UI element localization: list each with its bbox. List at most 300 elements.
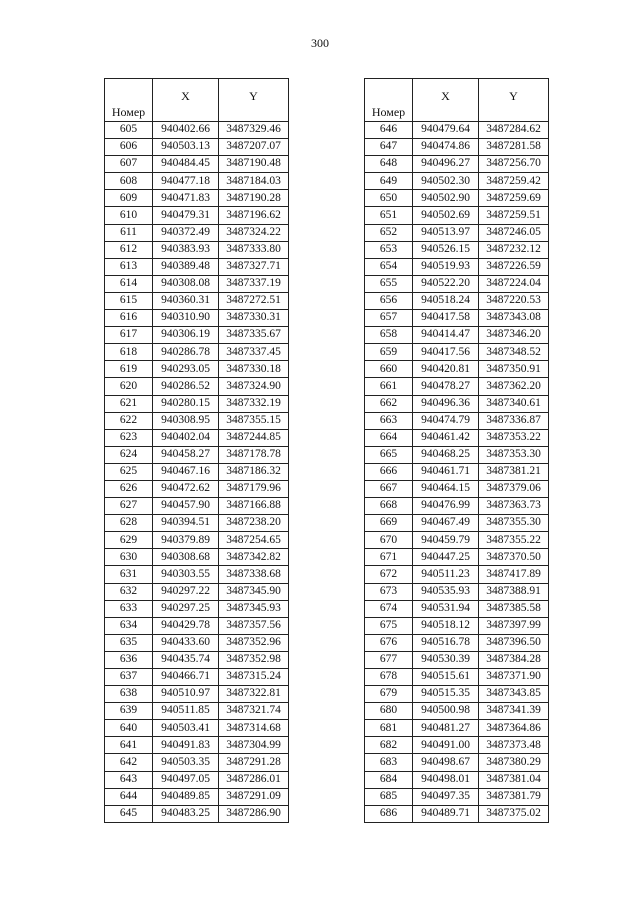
table-row xyxy=(105,344,289,361)
cell-number: 644 xyxy=(105,788,153,805)
cell-y: 3487355.22 xyxy=(479,532,549,549)
cell-x: 940420.81 xyxy=(413,361,479,378)
cell-x: 940297.22 xyxy=(153,583,219,600)
cell-x: 940489.71 xyxy=(413,805,479,822)
cell-number: 650 xyxy=(365,190,413,207)
cell-number: 680 xyxy=(365,703,413,720)
cell-y: 3487254.65 xyxy=(219,532,289,549)
cell-y: 3487346.20 xyxy=(479,327,549,344)
table-row xyxy=(365,378,549,395)
cell-y: 3487330.31 xyxy=(219,310,289,327)
cell-x: 940389.48 xyxy=(153,258,219,275)
cell-x: 940503.13 xyxy=(153,139,219,156)
table-row xyxy=(365,583,549,600)
cell-x: 940293.05 xyxy=(153,361,219,378)
table-row xyxy=(365,788,549,805)
table-row xyxy=(365,805,549,822)
cell-number: 626 xyxy=(105,480,153,497)
cell-y: 3487256.70 xyxy=(479,156,549,173)
cell-number: 665 xyxy=(365,446,413,463)
header-row xyxy=(105,79,289,122)
cell-x: 940303.55 xyxy=(153,566,219,583)
cell-y: 3487330.18 xyxy=(219,361,289,378)
cell-x: 940491.00 xyxy=(413,737,479,754)
table-row xyxy=(105,651,289,668)
cell-y: 3487259.69 xyxy=(479,190,549,207)
table-row xyxy=(365,310,549,327)
cell-x: 940500.98 xyxy=(413,703,479,720)
cell-y: 3487348.52 xyxy=(479,344,549,361)
cell-x: 940481.27 xyxy=(413,720,479,737)
cell-x: 940280.15 xyxy=(153,395,219,412)
cell-y: 3487342.82 xyxy=(219,549,289,566)
cell-number: 662 xyxy=(365,395,413,412)
cell-y: 3487340.61 xyxy=(479,395,549,412)
table-row xyxy=(365,480,549,497)
cell-y: 3487190.48 xyxy=(219,156,289,173)
cell-number: 618 xyxy=(105,344,153,361)
cell-number: 683 xyxy=(365,754,413,771)
cell-number: 614 xyxy=(105,275,153,292)
table-row xyxy=(105,669,289,686)
table-body-right xyxy=(365,122,549,823)
cell-x: 940497.05 xyxy=(153,771,219,788)
cell-x: 940464.15 xyxy=(413,480,479,497)
table-row xyxy=(105,805,289,822)
table-row xyxy=(105,720,289,737)
cell-x: 940461.42 xyxy=(413,429,479,446)
table-row xyxy=(365,275,549,292)
cell-x: 940496.36 xyxy=(413,395,479,412)
cell-number: 660 xyxy=(365,361,413,378)
cell-number: 670 xyxy=(365,532,413,549)
cell-y: 3487324.90 xyxy=(219,378,289,395)
table-row xyxy=(365,617,549,634)
cell-y: 3487184.03 xyxy=(219,173,289,190)
table-row xyxy=(365,703,549,720)
cell-y: 3487388.91 xyxy=(479,583,549,600)
table-row xyxy=(365,412,549,429)
table-row xyxy=(105,292,289,309)
header-row xyxy=(365,79,549,122)
table-row xyxy=(105,771,289,788)
cell-y: 3487321.74 xyxy=(219,703,289,720)
cell-x: 940510.97 xyxy=(153,686,219,703)
cell-y: 3487315.24 xyxy=(219,669,289,686)
cell-number: 663 xyxy=(365,412,413,429)
cell-y: 3487329.46 xyxy=(219,122,289,139)
cell-number: 651 xyxy=(365,207,413,224)
cell-x: 940502.90 xyxy=(413,190,479,207)
cell-x: 940483.25 xyxy=(153,805,219,822)
table-row xyxy=(105,156,289,173)
cell-number: 637 xyxy=(105,669,153,686)
cell-number: 682 xyxy=(365,737,413,754)
table-row xyxy=(105,583,289,600)
cell-x: 940474.86 xyxy=(413,139,479,156)
cell-y: 3487284.62 xyxy=(479,122,549,139)
cell-x: 940458.27 xyxy=(153,446,219,463)
cell-x: 940414.47 xyxy=(413,327,479,344)
cell-number: 672 xyxy=(365,566,413,583)
cell-number: 608 xyxy=(105,173,153,190)
table-row xyxy=(105,310,289,327)
cell-number: 649 xyxy=(365,173,413,190)
table-row xyxy=(105,532,289,549)
cell-x: 940394.51 xyxy=(153,515,219,532)
table-row xyxy=(105,566,289,583)
table-row xyxy=(365,532,549,549)
cell-y: 3487343.08 xyxy=(479,310,549,327)
cell-x: 940489.85 xyxy=(153,788,219,805)
cell-y: 3487291.28 xyxy=(219,754,289,771)
cell-number: 667 xyxy=(365,480,413,497)
cell-x: 940515.61 xyxy=(413,669,479,686)
cell-number: 639 xyxy=(105,703,153,720)
cell-x: 940461.71 xyxy=(413,463,479,480)
cell-x: 940468.25 xyxy=(413,446,479,463)
cell-y: 3487246.05 xyxy=(479,224,549,241)
cell-x: 940502.69 xyxy=(413,207,479,224)
table-row xyxy=(365,258,549,275)
cell-number: 623 xyxy=(105,429,153,446)
cell-number: 668 xyxy=(365,498,413,515)
cell-y: 3487327.71 xyxy=(219,258,289,275)
cell-y: 3487259.42 xyxy=(479,173,549,190)
cell-number: 652 xyxy=(365,224,413,241)
table-row xyxy=(365,173,549,190)
cell-x: 940530.39 xyxy=(413,651,479,668)
table-row xyxy=(105,686,289,703)
cell-y: 3487207.07 xyxy=(219,139,289,156)
cell-y: 3487345.90 xyxy=(219,583,289,600)
cell-x: 940518.12 xyxy=(413,617,479,634)
cell-x: 940379.89 xyxy=(153,532,219,549)
header-y: Y xyxy=(219,79,289,122)
table-row xyxy=(365,429,549,446)
cell-x: 940476.99 xyxy=(413,498,479,515)
cell-y: 3487272.51 xyxy=(219,292,289,309)
cell-x: 940286.78 xyxy=(153,344,219,361)
cell-y: 3487353.22 xyxy=(479,429,549,446)
table-row xyxy=(105,498,289,515)
table-row xyxy=(365,686,549,703)
table-row xyxy=(105,549,289,566)
cell-y: 3487186.32 xyxy=(219,463,289,480)
table-row xyxy=(105,361,289,378)
cell-y: 3487336.87 xyxy=(479,412,549,429)
cell-x: 940471.83 xyxy=(153,190,219,207)
cell-x: 940498.67 xyxy=(413,754,479,771)
cell-y: 3487364.86 xyxy=(479,720,549,737)
header-x: X xyxy=(413,79,479,122)
cell-y: 3487350.91 xyxy=(479,361,549,378)
cell-x: 940402.04 xyxy=(153,429,219,446)
table-row xyxy=(105,139,289,156)
cell-x: 940515.35 xyxy=(413,686,479,703)
cell-x: 940435.74 xyxy=(153,651,219,668)
table-row xyxy=(365,515,549,532)
table-row xyxy=(365,241,549,258)
cell-x: 940503.35 xyxy=(153,754,219,771)
cell-number: 630 xyxy=(105,549,153,566)
cell-x: 940308.95 xyxy=(153,412,219,429)
table-row xyxy=(105,275,289,292)
table-row xyxy=(105,378,289,395)
table-body-left xyxy=(105,122,289,823)
cell-number: 658 xyxy=(365,327,413,344)
cell-y: 3487281.58 xyxy=(479,139,549,156)
table-row xyxy=(365,190,549,207)
table-row xyxy=(105,634,289,651)
table-row xyxy=(105,617,289,634)
cell-x: 940479.31 xyxy=(153,207,219,224)
cell-y: 3487166.88 xyxy=(219,498,289,515)
cell-y: 3487286.90 xyxy=(219,805,289,822)
cell-number: 619 xyxy=(105,361,153,378)
cell-x: 940308.08 xyxy=(153,275,219,292)
table-row xyxy=(365,224,549,241)
cell-x: 940467.49 xyxy=(413,515,479,532)
cell-number: 647 xyxy=(365,139,413,156)
table-row xyxy=(105,600,289,617)
cell-number: 669 xyxy=(365,515,413,532)
cell-number: 657 xyxy=(365,310,413,327)
cell-x: 940497.35 xyxy=(413,788,479,805)
table-row xyxy=(105,737,289,754)
cell-x: 940511.85 xyxy=(153,703,219,720)
cell-y: 3487381.04 xyxy=(479,771,549,788)
table-row xyxy=(365,361,549,378)
cell-x: 940306.19 xyxy=(153,327,219,344)
table-row xyxy=(365,754,549,771)
cell-y: 3487375.02 xyxy=(479,805,549,822)
page-number: 300 xyxy=(311,36,329,50)
cell-y: 3487226.59 xyxy=(479,258,549,275)
cell-y: 3487196.62 xyxy=(219,207,289,224)
cell-number: 606 xyxy=(105,139,153,156)
table-row xyxy=(365,549,549,566)
table-row xyxy=(105,463,289,480)
cell-number: 685 xyxy=(365,788,413,805)
cell-x: 940467.16 xyxy=(153,463,219,480)
table-row xyxy=(105,173,289,190)
cell-number: 609 xyxy=(105,190,153,207)
cell-number: 664 xyxy=(365,429,413,446)
cell-x: 940479.64 xyxy=(413,122,479,139)
cell-number: 645 xyxy=(105,805,153,822)
table-row xyxy=(105,207,289,224)
cell-number: 617 xyxy=(105,327,153,344)
cell-number: 624 xyxy=(105,446,153,463)
cell-y: 3487370.50 xyxy=(479,549,549,566)
cell-x: 940531.94 xyxy=(413,600,479,617)
cell-number: 634 xyxy=(105,617,153,634)
cell-x: 940310.90 xyxy=(153,310,219,327)
table-row xyxy=(365,498,549,515)
cell-y: 3487417.89 xyxy=(479,566,549,583)
cell-x: 940518.24 xyxy=(413,292,479,309)
cell-x: 940526.15 xyxy=(413,241,479,258)
cell-number: 611 xyxy=(105,224,153,241)
cell-number: 684 xyxy=(365,771,413,788)
cell-y: 3487352.98 xyxy=(219,651,289,668)
cell-number: 653 xyxy=(365,241,413,258)
table-row xyxy=(365,446,549,463)
table-row xyxy=(105,480,289,497)
table-row xyxy=(365,395,549,412)
cell-number: 635 xyxy=(105,634,153,651)
cell-number: 605 xyxy=(105,122,153,139)
cell-number: 616 xyxy=(105,310,153,327)
cell-y: 3487341.39 xyxy=(479,703,549,720)
cell-number: 681 xyxy=(365,720,413,737)
header-x: X xyxy=(153,79,219,122)
cell-number: 615 xyxy=(105,292,153,309)
cell-x: 940417.56 xyxy=(413,344,479,361)
cell-number: 677 xyxy=(365,651,413,668)
table-row xyxy=(365,720,549,737)
cell-number: 640 xyxy=(105,720,153,737)
header-number: Номер xyxy=(105,79,153,122)
cell-y: 3487178.78 xyxy=(219,446,289,463)
cell-y: 3487338.68 xyxy=(219,566,289,583)
table-row xyxy=(105,258,289,275)
cell-number: 654 xyxy=(365,258,413,275)
cell-y: 3487304.99 xyxy=(219,737,289,754)
cell-y: 3487371.90 xyxy=(479,669,549,686)
table-row xyxy=(365,771,549,788)
table-row xyxy=(105,515,289,532)
cell-number: 620 xyxy=(105,378,153,395)
cell-y: 3487381.21 xyxy=(479,463,549,480)
cell-y: 3487291.09 xyxy=(219,788,289,805)
cell-number: 666 xyxy=(365,463,413,480)
cell-y: 3487244.85 xyxy=(219,429,289,446)
coordinates-table-right xyxy=(364,78,549,823)
table-row xyxy=(365,566,549,583)
cell-y: 3487397.99 xyxy=(479,617,549,634)
cell-x: 940491.83 xyxy=(153,737,219,754)
cell-x: 940459.79 xyxy=(413,532,479,549)
table-row xyxy=(105,429,289,446)
cell-x: 940477.18 xyxy=(153,173,219,190)
cell-y: 3487381.79 xyxy=(479,788,549,805)
cell-x: 940535.93 xyxy=(413,583,479,600)
cell-number: 686 xyxy=(365,805,413,822)
cell-number: 628 xyxy=(105,515,153,532)
cell-number: 613 xyxy=(105,258,153,275)
cell-y: 3487259.51 xyxy=(479,207,549,224)
cell-number: 622 xyxy=(105,412,153,429)
cell-number: 648 xyxy=(365,156,413,173)
cell-y: 3487333.80 xyxy=(219,241,289,258)
cell-y: 3487322.81 xyxy=(219,686,289,703)
cell-y: 3487363.73 xyxy=(479,498,549,515)
cell-y: 3487179.96 xyxy=(219,480,289,497)
cell-x: 940297.25 xyxy=(153,600,219,617)
cell-x: 940472.62 xyxy=(153,480,219,497)
cell-number: 625 xyxy=(105,463,153,480)
cell-y: 3487335.67 xyxy=(219,327,289,344)
cell-number: 642 xyxy=(105,754,153,771)
cell-x: 940502.30 xyxy=(413,173,479,190)
table-row xyxy=(365,737,549,754)
cell-y: 3487385.58 xyxy=(479,600,549,617)
cell-y: 3487314.68 xyxy=(219,720,289,737)
table-row xyxy=(365,292,549,309)
cell-y: 3487286.01 xyxy=(219,771,289,788)
table-row xyxy=(105,327,289,344)
table-row xyxy=(105,122,289,139)
table-row xyxy=(365,207,549,224)
cell-y: 3487332.19 xyxy=(219,395,289,412)
cell-x: 940498.01 xyxy=(413,771,479,788)
cell-y: 3487343.85 xyxy=(479,686,549,703)
table-row xyxy=(365,156,549,173)
cell-number: 679 xyxy=(365,686,413,703)
cell-number: 655 xyxy=(365,275,413,292)
cell-number: 676 xyxy=(365,634,413,651)
cell-x: 940360.31 xyxy=(153,292,219,309)
table-row xyxy=(365,139,549,156)
cell-number: 612 xyxy=(105,241,153,258)
cell-number: 641 xyxy=(105,737,153,754)
cell-x: 940519.93 xyxy=(413,258,479,275)
cell-number: 671 xyxy=(365,549,413,566)
cell-x: 940447.25 xyxy=(413,549,479,566)
cell-y: 3487337.19 xyxy=(219,275,289,292)
cell-number: 633 xyxy=(105,600,153,617)
cell-x: 940516.78 xyxy=(413,634,479,651)
cell-y: 3487396.50 xyxy=(479,634,549,651)
cell-y: 3487238.20 xyxy=(219,515,289,532)
cell-x: 940522.20 xyxy=(413,275,479,292)
cell-y: 3487380.29 xyxy=(479,754,549,771)
cell-number: 638 xyxy=(105,686,153,703)
cell-x: 940429.78 xyxy=(153,617,219,634)
table-row xyxy=(105,446,289,463)
cell-y: 3487345.93 xyxy=(219,600,289,617)
cell-number: 646 xyxy=(365,122,413,139)
cell-x: 940496.27 xyxy=(413,156,479,173)
cell-x: 940484.45 xyxy=(153,156,219,173)
cell-x: 940511.23 xyxy=(413,566,479,583)
table-row xyxy=(365,122,549,139)
cell-y: 3487224.04 xyxy=(479,275,549,292)
cell-y: 3487384.28 xyxy=(479,651,549,668)
cell-number: 656 xyxy=(365,292,413,309)
table-row xyxy=(105,395,289,412)
cell-y: 3487190.28 xyxy=(219,190,289,207)
table-row xyxy=(105,241,289,258)
cell-y: 3487362.20 xyxy=(479,378,549,395)
cell-number: 629 xyxy=(105,532,153,549)
cell-y: 3487353.30 xyxy=(479,446,549,463)
cell-x: 940308.68 xyxy=(153,549,219,566)
cell-y: 3487355.15 xyxy=(219,412,289,429)
cell-number: 636 xyxy=(105,651,153,668)
table-row xyxy=(105,788,289,805)
table-row xyxy=(105,754,289,771)
coordinates-table-left xyxy=(104,78,289,823)
table-row xyxy=(365,651,549,668)
cell-number: 632 xyxy=(105,583,153,600)
cell-number: 643 xyxy=(105,771,153,788)
table-row xyxy=(365,463,549,480)
table-row xyxy=(105,412,289,429)
cell-x: 940478.27 xyxy=(413,378,479,395)
